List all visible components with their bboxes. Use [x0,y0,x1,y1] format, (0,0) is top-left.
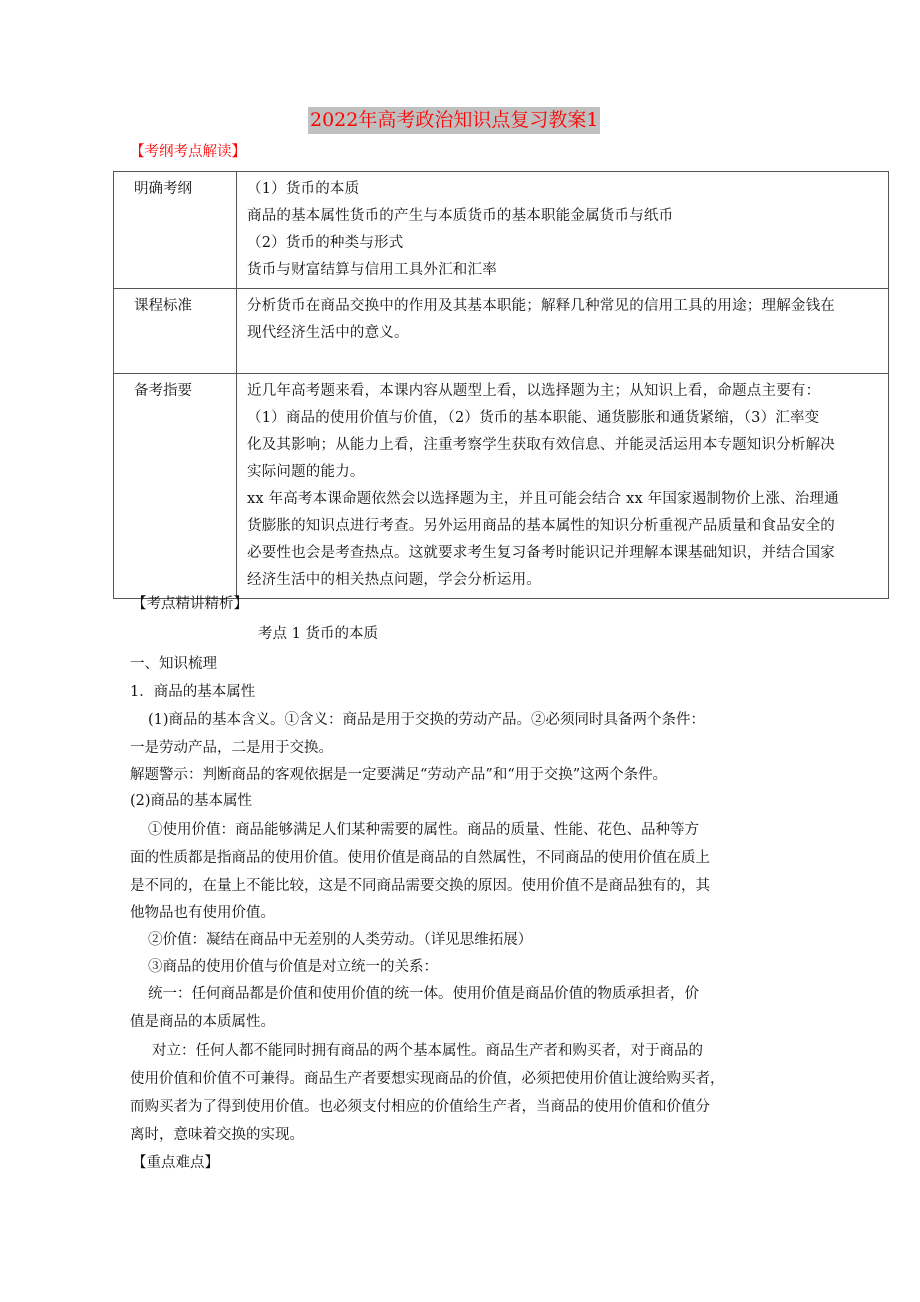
body-line: 解题警示：判断商品的客观依据是一定要满足“劳动产品”和“用于交换”这两个条件。 [130,767,668,783]
table-row [114,374,889,599]
table-row [114,172,889,289]
body-line: 使用价值和价值不可兼得。商品生产者要想实现商品的价值，必须把使用价值让渡给购买者， [130,1071,725,1087]
body-line: 一是劳动产品，二是用于交换。 [130,740,333,756]
body-line: ③商品的使用价值与价值是对立统一的关系： [148,959,438,975]
cell-line: （1）商品的使用价值与价值，（2）货币的基本职能、通货膨胀和通货紧缩，（3）汇率变 [247,410,820,426]
key-points-heading: 【考点精讲精析】 [132,596,248,612]
cell-line: xx 年高考本课命题依然会以选择题为主，并且可能会结合 xx 年国家遏制物价上涨、治理通 [247,491,839,507]
exam-outline-table [113,171,889,599]
row-content [237,172,889,289]
cell-line: 近几年高考题来看，本课内容从题型上看，以选择题为主；从知识上看，命题点主要有： [247,383,821,399]
cell-line: 经济生活中的相关热点问题，学会分析运用。 [247,572,541,588]
cell-line: 必要性也会是考查热点。这就要求考生复习备考时能识记并理解本课基础知识，并结合国家 [247,545,835,561]
body-line: (2)商品的基本属性 [130,793,253,809]
cell-line: 货币与财富结算与信用工具外汇和汇率 [247,262,497,278]
body-line: 统一：任何商品都是价值和使用价值的统一体。使用价值是商品价值的物质承担者，价 [148,986,699,1002]
difficulty-heading: 【重点难点】 [132,1155,219,1171]
row-label: 明确考纲 [114,172,237,289]
body-line: 离时，意味着交换的实现。 [130,1127,304,1143]
body-line: 面的性质都是指商品的使用价值。使用价值是商品的自然属性，不同商品的使用价值在质上 [130,850,710,866]
item1-heading: 1．商品的基本属性 [130,684,256,700]
exam-outline-heading: 【考纲考点解读】 [130,144,246,160]
row-label: 备考指要 [114,374,237,599]
body-line: 对立：任何人都不能同时拥有商品的两个基本属性。商品生产者和购买者，对于商品的 [152,1043,703,1059]
body-line: 值是商品的本质属性。 [130,1014,275,1030]
body-line: ①使用价值：商品能够满足人们某种需要的属性。商品的质量、性能、花色、品种等方 [148,822,699,838]
cell-line: 实际问题的能力。 [247,464,365,480]
body-line: 是不同的，在量上不能比较，这是不同商品需要交换的原因。使用价值不是商品独有的，其 [130,878,710,894]
body-line: 而购买者为了得到使用价值。也必须支付相应的价值给生产者，当商品的使用价值和价值分 [130,1099,710,1115]
kaodian-title: 考点 1 货币的本质 [258,626,378,642]
body-line: ②价值：凝结在商品中无差别的人类劳动。（详见思维拓展） [148,932,533,948]
body-line: 他物品也有使用价值。 [130,905,275,921]
row-content [237,289,889,374]
cell-line: 商品的基本属性货币的产生与本质货币的基本职能金属货币与纸币 [247,208,674,224]
row-label: 课程标准 [114,289,237,374]
cell-line: （1）货币的本质 [247,181,360,197]
cell-line: 货膨胀的知识点进行考查。另外运用商品的基本属性的知识分析重视产品质量和食品安全的 [247,518,835,534]
cell-line: 现代经济生活中的意义。 [247,325,409,341]
cell-line: （2）货币的种类与形式 [247,235,404,251]
row-content [237,374,889,599]
body-line: (1)商品的基本含义。①含义：商品是用于交换的劳动产品。②必须同时具备两个条件： [148,712,706,728]
cell-line: 分析货币在商品交换中的作用及其基本职能；解释几种常见的信用工具的用途；理解金钱在 [247,298,835,314]
cell-line: 化及其影响；从能力上看，注重考察学生获取有效信息、并能灵活运用本专题知识分析解决 [247,437,835,453]
knowledge-heading: 一、知识梳理 [130,656,217,672]
document-title: 2022年高考政治知识点复习教案1 [308,107,600,134]
table-row [114,289,889,374]
